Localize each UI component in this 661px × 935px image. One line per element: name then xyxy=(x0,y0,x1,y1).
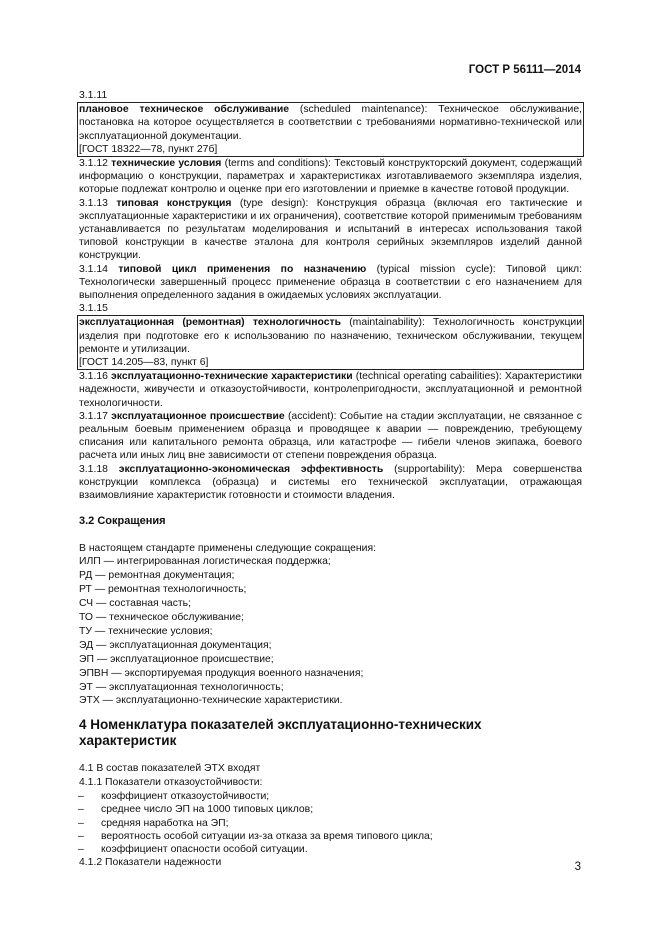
indicator-item xyxy=(79,803,582,816)
term-number-3-1-11: 3.1.11 xyxy=(79,90,108,101)
term-def-3-1-16 xyxy=(79,370,582,410)
term-text: (maintainability): Технологичность конструкции изделия при подготовке его к использованию по назначению, техническом обслуживании, текущем ремонте и утилизации. xyxy=(79,317,582,355)
term-name: эксплуатационная (ремонтная) технологичность xyxy=(79,317,341,329)
term-name: эксплуатационно-технические характеристики xyxy=(111,371,353,383)
abbr-item: ТО — техническое обслуживание; xyxy=(79,612,244,624)
indicator-item xyxy=(79,843,582,856)
standard-header: ГОСТ Р 56111—2014 xyxy=(468,64,581,76)
term-name: типовой цикл применения по назначению xyxy=(118,263,367,275)
term-number: 3.1.14 xyxy=(79,263,108,275)
term-name: плановое техническое обслуживание xyxy=(79,104,290,116)
abbr-item: ЭТ — эксплуатационная технологичность; xyxy=(79,681,284,693)
term-text: (scheduled maintenance): Техническое обслуживание, постановка на которое осуществляется в соответствии с требованиями нормативно-технической или эксплуатационной документации. xyxy=(79,104,582,142)
abbr-item: ЭП — эксплуатационное происшествие; xyxy=(79,653,274,665)
abbr-item: ИЛП — интегрированная логистическая поддержка; xyxy=(79,556,331,568)
term-number: 3.1.16 xyxy=(79,371,108,383)
abbr-item: ЭТХ — эксплуатационно-технические характеристики. xyxy=(79,695,343,707)
abbr-item: СЧ — составная часть; xyxy=(79,598,191,610)
document-body xyxy=(79,89,582,870)
term-def-3-1-13 xyxy=(79,197,582,263)
term-number: 3.1.17 xyxy=(79,410,108,422)
indicator-text: средняя наработка на ЭП; xyxy=(101,817,229,829)
term-text: (typical mission cycle): Типовой цикл: Технологически завершенный процесс применение образца в соответствии с его назначением для выполнения определенного задания в ожидаемых условиях эксплуатации. xyxy=(79,263,582,302)
term-text: (type design): Конструкция образца (включая его тактические и эксплуатационные характеристики и их ограничения), соответствие которой применимым требованиям устанавливается по результатам моделирования и испытаний в интересах использования такой типовой конструкции в качестве эталона для контроля серийных экземпляров изделий данной конструкции. xyxy=(79,197,582,262)
dash-bullet: – xyxy=(78,791,84,803)
indicator-text: среднее число ЭП на 1000 типовых циклов; xyxy=(101,804,314,816)
term-def-3-1-17 xyxy=(79,410,582,463)
term-number: 3.1.18 xyxy=(79,463,108,475)
para-4-1-2: 4.1.2 Показатели надежности xyxy=(79,857,222,869)
para-4-1: 4.1 В состав показателей ЭТХ входят xyxy=(79,763,261,775)
term-number: 3.1.13 xyxy=(79,197,108,209)
term-number-3-1-15: 3.1.15 xyxy=(79,303,108,315)
term-def-3-1-15 xyxy=(79,316,582,356)
para-4-1-1: 4.1.1 Показатели отказоустойчивости: xyxy=(79,777,263,789)
abbr-item: ЭПВН — экспортируемая продукция военного назначения; xyxy=(79,667,364,679)
term-name: эксплуатационное происшествие xyxy=(111,410,285,422)
indicator-text: коэффициент отказоустойчивости; xyxy=(101,791,270,803)
term-source: [ГОСТ 14.205—83, пункт 6] xyxy=(79,357,209,369)
term-def-3-1-12 xyxy=(79,157,582,197)
term-text: (terms and conditions): Текстовый конструкторский документ, содержащий информацию о конструкции, параметрах и характеристиках изготавливаемого экземпляра изделия, которые подлежат контролю и оценке при его изготовлении и приемке в качестве готовой продукции. xyxy=(79,158,582,196)
term-def-3-1-14 xyxy=(79,263,582,303)
indicator-item xyxy=(79,817,582,830)
term-box-3-1-11 xyxy=(77,102,584,157)
dash-bullet: – xyxy=(78,817,84,829)
dash-bullet: – xyxy=(78,844,84,855)
section-title-4: 4 Номенклатура показателей эксплуатационно-технических характеристик xyxy=(79,717,482,749)
page-number: 3 xyxy=(574,861,581,873)
dash-bullet: – xyxy=(78,804,84,816)
term-text: (technical operating cabailities): Характеристики надежности, живучести и отказоустойчивости, контролепригодности, эксплуатационной и ремонтной технологичности. xyxy=(79,371,582,409)
term-source: [ГОСТ 18322—78, пункт 27б] xyxy=(79,143,218,155)
abbr-item: ЭД — эксплуатационная документация; xyxy=(79,639,272,651)
section-title-abbreviations: 3.2 Сокращения xyxy=(79,515,166,528)
indicator-text: вероятность особой ситуации из-за отказа за время типового цикла; xyxy=(101,830,433,842)
term-name: эксплуатационно-экономическая эффективность xyxy=(118,463,384,475)
term-def-3-1-11 xyxy=(79,103,582,143)
indicator-item xyxy=(79,830,582,843)
term-text: (supportability): Мера совершенства конструкции комплекса (образца) и системы его технической эксплуатации, отражающая взаимовлияние характеристик готовности и стоимости владения. xyxy=(79,463,582,502)
term-name: типовая конструкция xyxy=(116,197,232,209)
indicator-item xyxy=(79,790,582,803)
abbr-item: РД — ремонтная документация; xyxy=(79,570,235,582)
term-text: (accident): Событие на стадии эксплуатации, не связанное с реальным боевым применением образца и проводящее к аварии — повреждению, требующему списания или капитального ремонта образца, или катастрофе — гибели членов экипажа, боевого расчета или иных лиц вне зависимости от степени повреждения образца. xyxy=(79,410,582,462)
term-number: 3.1.12 xyxy=(79,158,108,170)
term-def-3-1-18 xyxy=(79,463,582,503)
term-box-3-1-15 xyxy=(77,315,584,370)
dash-bullet: – xyxy=(78,830,84,842)
term-name: технические условия xyxy=(111,158,222,170)
abbr-item: РТ — ремонтная технологичность; xyxy=(79,584,247,596)
abbr-intro: В настоящем стандарте применены следующие сокращения: xyxy=(79,542,376,554)
indicator-text: коэффициент опасности особой ситуации. xyxy=(101,844,308,855)
abbr-item: ТУ — технические условия; xyxy=(79,625,213,637)
